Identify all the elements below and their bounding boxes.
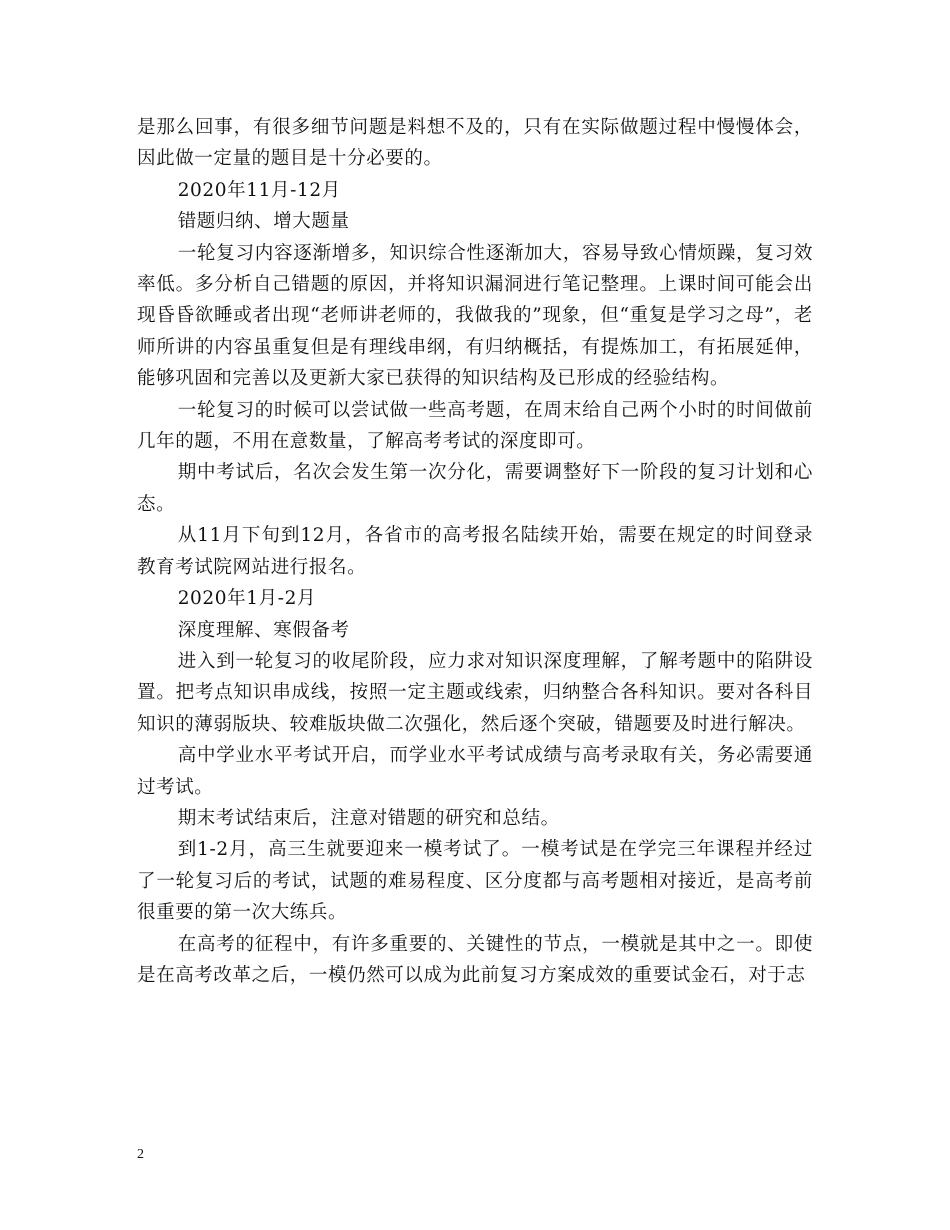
section-date-jan-feb: 2020年1月-2月 <box>177 588 317 610</box>
paragraph-key-milestone: 在高考的征程中，有许多重要的、关键性的节点，一模就是其中之一。即使是在高考改革之后，一模仍然可以成为此前复习方案成效的重要试金石，对于志 <box>137 933 813 986</box>
paragraph-first-mock-exam: 到1-2月，高三生就要迎来一模考试了。一模考试是在学完三年课程并经过了一轮复习后的考试，试题的难易程度、区分度都与高考题相对接近，是高考前很重要的第一次大练兵。 <box>137 839 813 924</box>
paragraph-past-exams: 一轮复习的时候可以尝试做一些高考题，在周末给自己两个小时的时间做前几年的题，不用在意数量，了解高考考试的深度即可。 <box>137 399 813 453</box>
paragraph-end-of-first-round: 进入到一轮复习的收尾阶段，应力求对知识深度理解，了解考题中的陷阱设置。把考点知识串成线，按照一定主题或线索，归纳整合各科知识。要对各科目知识的薄弱版块、较难版块做二次强化，然后逐个突破，错题要及时进行解决。 <box>137 650 813 735</box>
paragraph-continuation: 是那么回事，有很多细节问题是料想不及的，只有在实际做题过程中慢慢体会，因此做一定量的题目是十分必要的。 <box>137 117 813 170</box>
paragraph-registration: 从11月下旬到12月，各省市的高考报名陆续开始，需要在规定的时间登录教育考试院网站进行报名。 <box>137 525 813 578</box>
page-number: 2 <box>137 1147 144 1162</box>
section-title-deep-understanding: 深度理解、寒假备考 <box>177 619 350 641</box>
document-body <box>137 112 813 991</box>
section-date-nov-dec: 2020年11月-12月 <box>177 179 341 201</box>
paragraph-first-round-review: 一轮复习内容逐渐增多，知识综合性逐渐加大，容易导致心情烦躁，复习效率低。多分析自己错题的原因，并将知识漏洞进行笔记整理。上课时间可能会出现昏昏欲睡或者出现“老师讲老师的，我做我的”现象，但“重复是学习之母”，老师所讲的内容虽重复但是有理线串纲，有归纳概括，有提炼加工，有拓展延伸，能够巩固和完善以及更新大家已获得的知识结构及已形成的经验结构。 <box>137 242 813 390</box>
paragraph-final-exam: 期末考试结束后，注意对错题的研究和总结。 <box>177 807 560 829</box>
section-title-error-review: 错题归纳、增大题量 <box>177 211 350 233</box>
paragraph-midterm: 期中考试后，名次会发生第一次分化，需要调整好下一阶段的复习计划和心态。 <box>137 462 813 515</box>
paragraph-proficiency-test: 高中学业水平考试开启，而学业水平考试成绩与高考录取有关，务必需要通过考试。 <box>137 745 813 798</box>
